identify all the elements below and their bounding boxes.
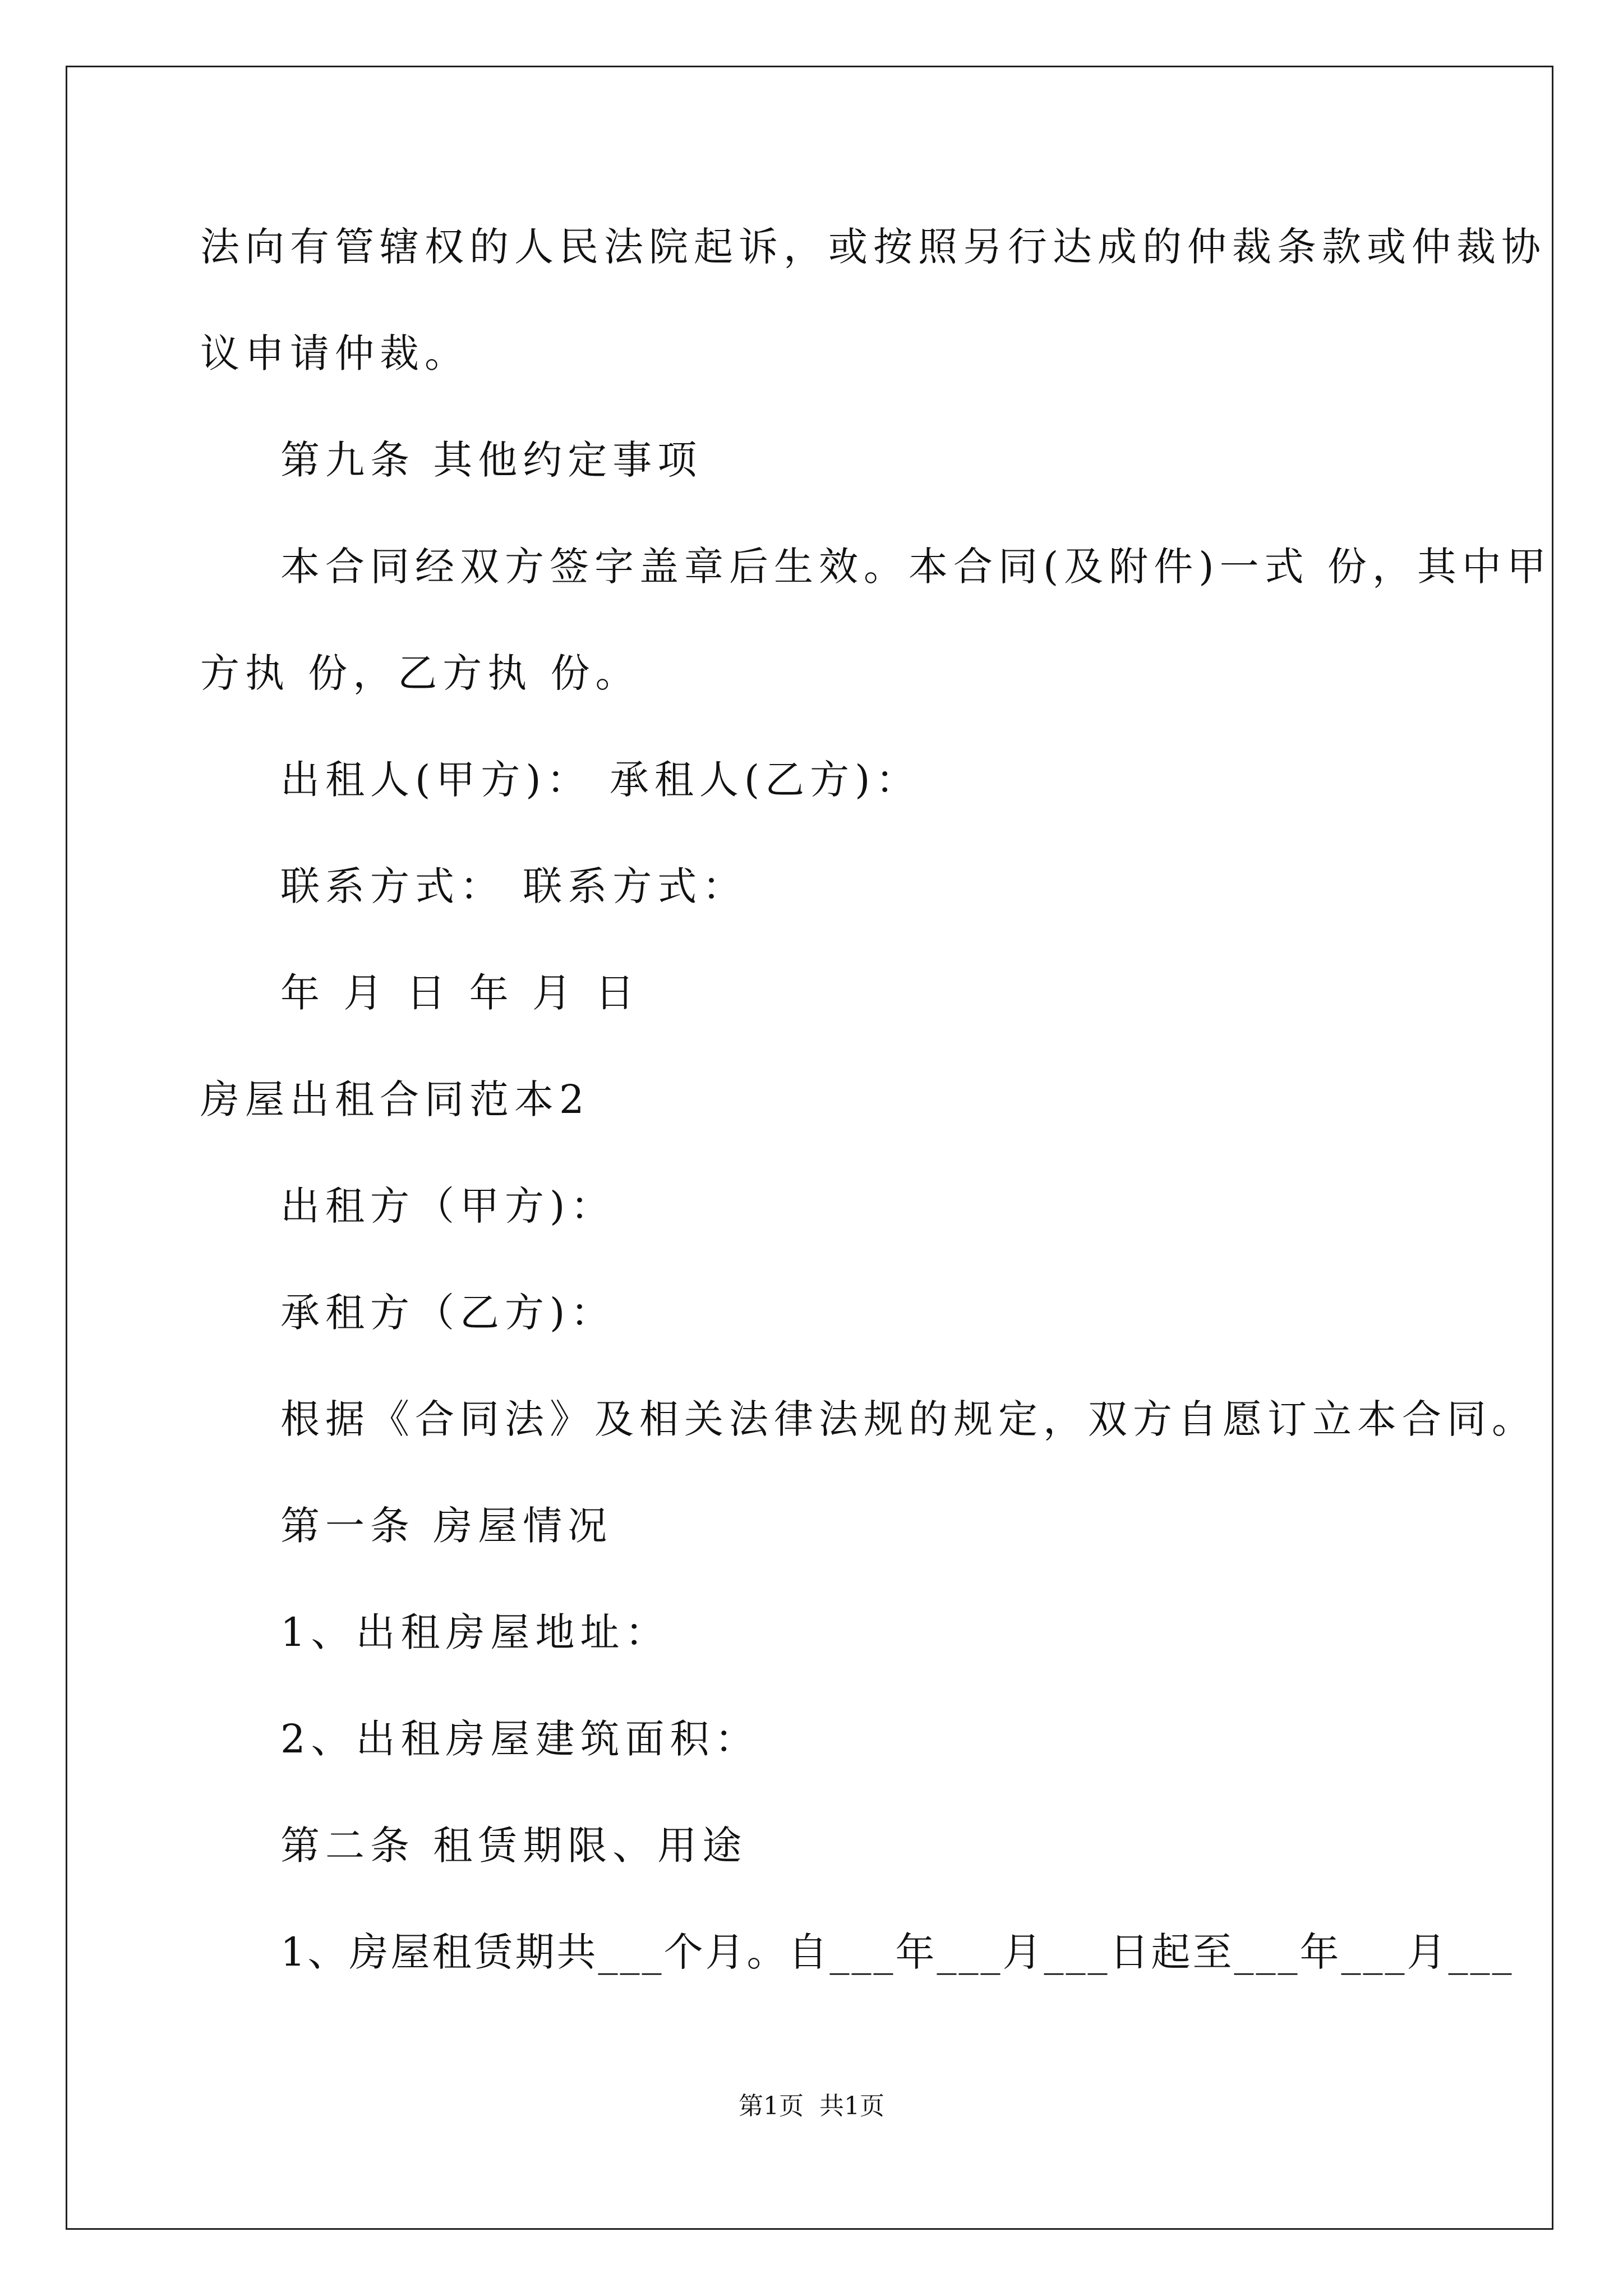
preamble-line: 根据《合同法》及相关法律法规的规定，双方自愿订立本合同。	[280, 1396, 1537, 1442]
text-line-5: 方执 份，乙方执 份。	[200, 650, 640, 696]
lessor-line: 出租方（甲方)：	[280, 1183, 616, 1229]
article-heading-2: 第二条 租赁期限、用途	[280, 1823, 748, 1869]
text-line-2: 议申请仲裁。	[200, 330, 469, 376]
contact-line: 联系方式： 联系方式：	[280, 863, 748, 909]
lessee-line: 承租方（乙方)：	[280, 1290, 616, 1336]
area-line: 2、出租房屋建筑面积：	[280, 1716, 760, 1762]
text-line-4: 本合同经双方签字盖章后生效。本合同(及附件)一式 份，其中甲	[280, 544, 1552, 590]
date-line: 年 月 日 年 月 日	[280, 970, 640, 1016]
address-line: 1、出租房屋地址：	[280, 1609, 670, 1655]
page-border	[66, 66, 1553, 2230]
signature-parties-line: 出租人(甲方)： 承租人(乙方)：	[280, 757, 921, 803]
text-line-1: 法向有管辖权的人民法院起诉，或按照另行达成的仲裁条款或仲裁协	[200, 224, 1546, 270]
lease-term-line: 1、房屋租赁期共___个月。自___年___月___日起至___年___月___	[280, 1929, 1514, 1975]
page-number-footer: 第1页 共1页	[739, 2092, 884, 2120]
article-heading-1: 第一条 房屋情况	[280, 1503, 613, 1549]
article-heading-9: 第九条 其他约定事项	[280, 437, 703, 483]
section-title: 房屋出租合同范本2	[200, 1076, 590, 1122]
